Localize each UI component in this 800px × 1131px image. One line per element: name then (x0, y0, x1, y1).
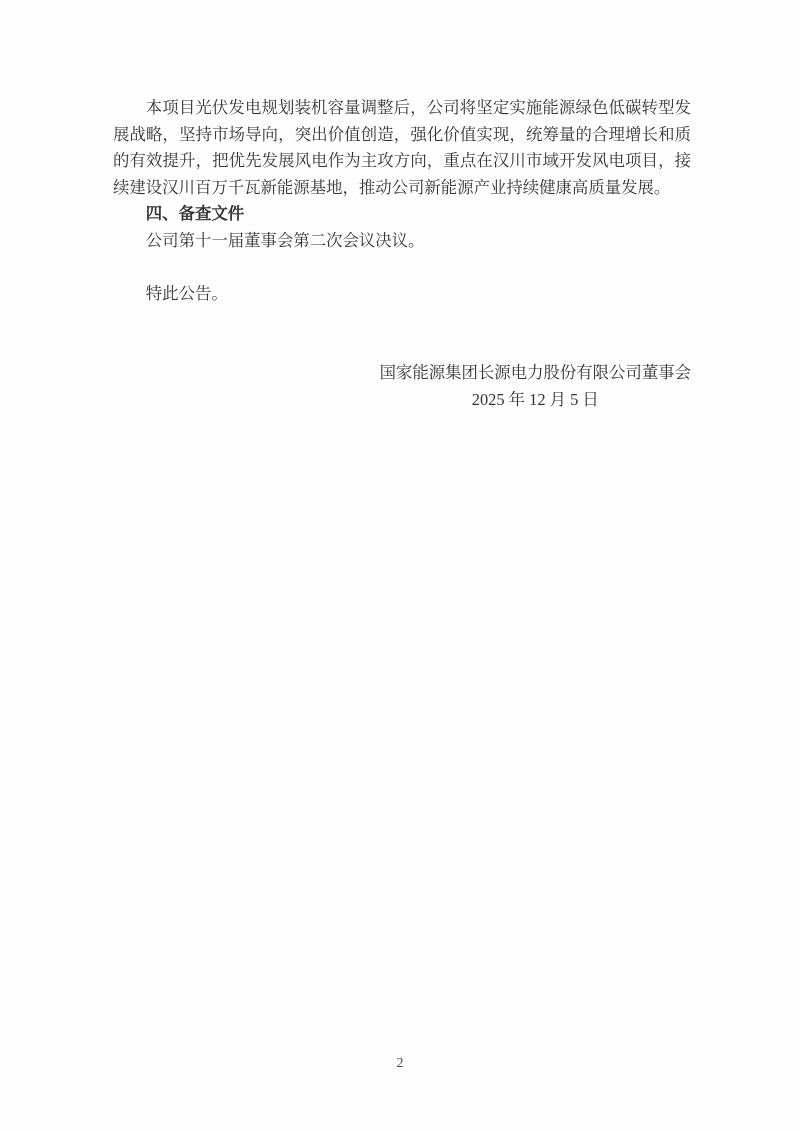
signature-inner (380, 360, 691, 413)
body-paragraph: 本项目光伏发电规划装机容量调整后，公司将坚定实施能源绿色低碳转型发展战略，坚持市场导向，突出价值创造，强化价值实现，统筹量的合理增长和质的有效提升，把优先发展风电作为主攻方向，重点在汉川市域开发风电项目，接续建设汉川百万千瓦新能源基地，推动公司新能源产业持续健康高质量发展。 (113, 98, 691, 197)
document-content (113, 95, 691, 413)
signature-company: 国家能源集团长源电力股份有限公司董事会 (379, 363, 691, 382)
blank-line (113, 254, 691, 281)
closing-line: 特此公告。 (145, 283, 228, 303)
reference-document-line: 公司第十一届董事会第二次会议决议。 (145, 230, 425, 250)
page-number: 2 (396, 1056, 404, 1071)
signature-block (113, 360, 691, 413)
section-heading: 四、备查文件 (145, 204, 245, 223)
signature-date: 2025 年 12 月 5 日 (471, 389, 599, 409)
